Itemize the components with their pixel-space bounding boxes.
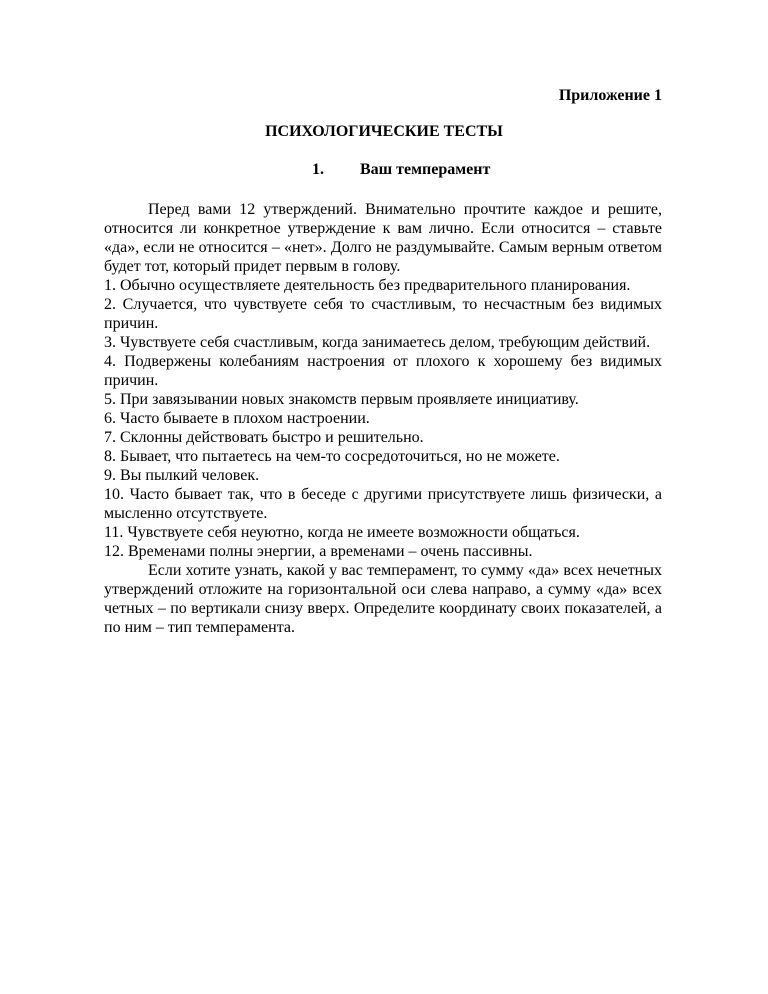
statement-item: 11. Чувствуете себя неуютно, когда не имеете возможности общаться.: [104, 524, 580, 541]
statement-item: 8. Бывает, что пытаетесь на чем-то сосредоточиться, но не можете.: [104, 448, 560, 465]
statement-item: 10. Часто бывает так, что в беседе с другими присутствуете лишь физически, а мысленно отсутствуете.: [104, 486, 662, 522]
document-body: [104, 200, 662, 637]
statement-item: 1. Обычно осуществляете деятельность без предварительного планирования.: [104, 277, 631, 294]
section-heading: [312, 160, 490, 180]
section-title: Ваш темперамент: [360, 161, 491, 178]
intro-paragraph: Перед вами 12 утверждений. Внимательно прочтите каждое и решите, относится ли конкретное утверждение к вам лично. Если относится – ставьте «да», если не относится – «нет». Долго не раздумывайте. Самым верным ответом будет тот, который придет первым в голову.: [104, 201, 662, 275]
statement-item: 5. При завязывании новых знакомств первым проявляете инициативу.: [104, 391, 579, 408]
statement-item: 12. Временами полны энергии, а временами – очень пассивны.: [104, 543, 533, 560]
statement-item: 6. Часто бываете в плохом настроении.: [104, 410, 370, 427]
statement-item: 3. Чувствуете себя счастливым, когда занимаетесь делом, требующим действий.: [104, 334, 651, 351]
page-title: ПСИХОЛОГИЧЕСКИЕ ТЕСТЫ: [265, 123, 503, 140]
statement-item: 2. Случается, что чувствуете себя то счастливым, то несчастным без видимых причин.: [104, 296, 662, 332]
statement-item: 9. Вы пылкий человек.: [104, 467, 260, 484]
statement-item: 4. Подвержены колебаниям настроения от плохого к хорошему без видимых причин.: [104, 353, 662, 389]
section-number: 1.: [312, 161, 324, 178]
conclusion-paragraph: Если хотите узнать, какой у вас темперамент, то сумму «да» всех нечетных утверждений отложите на горизонтальной оси слева направо, а сумму «да» всех четных – по вертикали снизу вверх. Определите координату своих показателей, а по ним – тип темперамента.: [104, 562, 662, 636]
appendix-label: Приложение 1: [558, 87, 662, 104]
statement-item: 7. Склонны действовать быстро и решительно.: [104, 429, 424, 446]
